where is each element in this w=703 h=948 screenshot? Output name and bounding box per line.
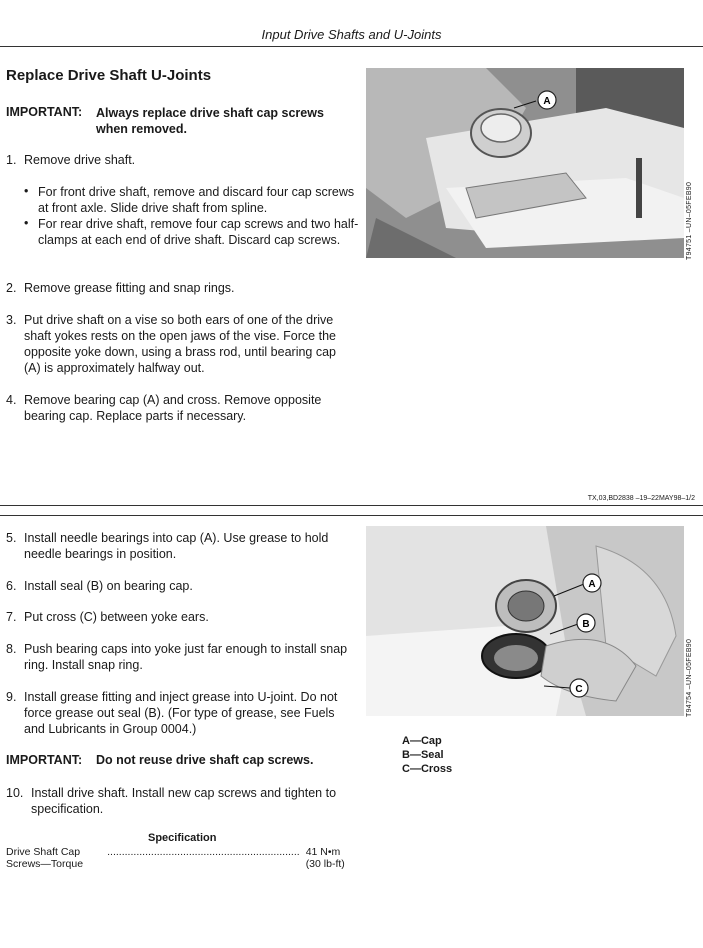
step-number: 6.: [6, 579, 17, 593]
step-text: Remove bearing cap (A) and cross. Remove opposite bearing cap. Replace parts if necessary.: [24, 393, 322, 423]
step-number: 7.: [6, 610, 17, 624]
doc-reference-code: TX,03,BD2838 –19–22MAY98–1/2: [587, 495, 695, 502]
step-number: 4.: [6, 393, 17, 407]
step-text: Put drive shaft on a vise so both ears of one of the drive shaft yokes rests on the open jaws of the vise. Force the opposite yoke down, using a brass rod, until bearing cap (A) is approximately halfway out.: [24, 313, 336, 375]
callout-label: A: [543, 96, 551, 107]
bullet-dot: •: [24, 184, 29, 198]
step-number: 1.: [6, 153, 17, 167]
figure-id: T94754 –UN–05FEB90: [686, 638, 693, 717]
section-rule: [0, 515, 703, 516]
callout-label: A: [588, 579, 596, 590]
step-number: 10.: [6, 786, 24, 800]
step-number: 8.: [6, 642, 17, 656]
step-text: Remove grease fitting and snap rings.: [24, 281, 235, 295]
u-joint-photo-2: [366, 526, 684, 716]
step-text: Install drive shaft. Install new cap screws and tighten to specification.: [31, 786, 337, 816]
step-text: Push bearing caps into yoke just far enough to install snap ring. Install snap ring.: [24, 642, 348, 672]
bullet-text: For rear drive shaft, remove four cap screws and two half-clamps at each end of drive shaft. Discard cap screws.: [38, 217, 359, 247]
step-text: Remove drive shaft.: [24, 153, 136, 167]
step-text: Install seal (B) on bearing cap.: [24, 579, 193, 593]
legend-item: C—Cross: [402, 763, 453, 775]
step-number: 9.: [6, 690, 17, 704]
bullet-dot: •: [24, 216, 29, 230]
spec-heading: Specification: [148, 832, 217, 844]
page-header-title: Input Drive Shafts and U-Joints: [261, 27, 442, 42]
bullet-text: For front drive shaft, remove and discard four cap screws at front axle. Slide drive shaft from spline.: [38, 185, 355, 215]
important-label: IMPORTANT:: [6, 753, 83, 767]
step-text: Install needle bearings into cap (A). Use grease to hold needle bearings in position.: [24, 531, 329, 561]
u-joint-illustration-1: [366, 68, 684, 258]
step-text: Install grease fitting and inject grease into U-joint. Do not force grease out seal (B). (For type of grease, see Fuels and Lubricants in Group 0004.): [24, 690, 338, 736]
spec-leader-dots: ..................................................................: [107, 846, 300, 858]
important-label: IMPORTANT:: [6, 105, 83, 119]
spec-row: [6, 846, 356, 870]
step-number: 5.: [6, 531, 17, 545]
header-rule: [0, 46, 703, 47]
u-joint-illustration-2: [366, 526, 684, 716]
callout-label: C: [575, 684, 583, 695]
step-text: Put cross (C) between yoke ears.: [24, 610, 209, 624]
figure-id: T94751 –UN–05FEB90: [686, 181, 693, 260]
important-text: Do not reuse drive shaft cap screws.: [96, 753, 314, 767]
section-title: Replace Drive Shaft U-Joints: [6, 67, 212, 84]
callout-label: B: [582, 619, 590, 630]
spec-value: 41 N•m (30 lb-ft): [305, 846, 345, 870]
u-joint-photo-1: [366, 68, 684, 258]
legend-item: A—Cap: [402, 735, 442, 747]
legend-item: B—Seal: [402, 749, 444, 761]
section-rule: [0, 505, 703, 506]
step-number: 3.: [6, 313, 17, 327]
step-number: 2.: [6, 281, 17, 295]
spec-item: Drive Shaft Cap Screws—Torque: [6, 846, 84, 870]
important-text: Always replace drive shaft cap screws when removed.: [96, 106, 324, 136]
